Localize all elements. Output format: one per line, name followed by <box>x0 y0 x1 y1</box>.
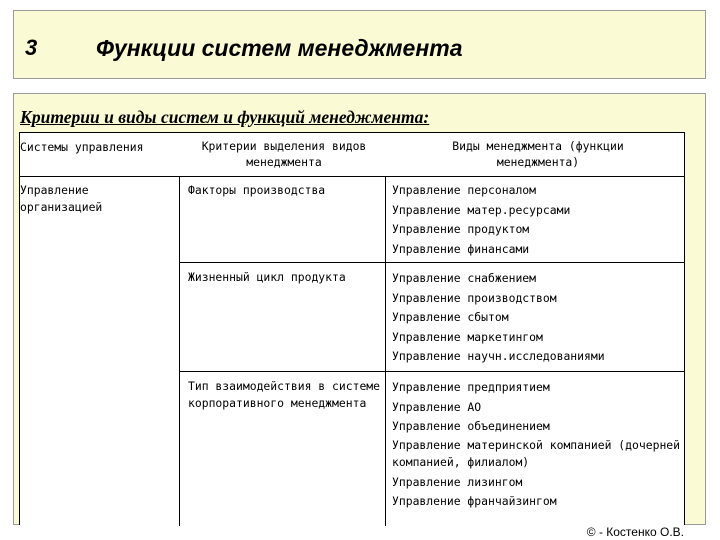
column-divider-1 <box>179 176 180 526</box>
types-cell <box>392 181 570 259</box>
type-item: Управление продуктом <box>392 222 530 236</box>
slide-number: 3 <box>25 35 38 60</box>
type-item: Управление лизингом <box>392 474 523 489</box>
type-item: Управление АО <box>392 399 482 414</box>
type-item: Управление объединением <box>392 419 550 433</box>
type-item: Управление маркетингом <box>392 329 543 344</box>
types-cell <box>392 269 605 367</box>
header-divider <box>20 176 684 177</box>
system-cell: Управление организацией <box>20 183 103 214</box>
type-item: Управление научн.исследованиями <box>392 349 605 363</box>
type-item: Управление материнской компанией (дочерней компанией, филиалом) <box>392 437 681 469</box>
types-cell <box>392 378 682 512</box>
column-divider-2 <box>385 176 386 526</box>
type-item: Управление франчайзингом <box>392 494 557 508</box>
type-item: Управление производством <box>392 290 557 305</box>
header-systems: Системы управления <box>20 140 144 154</box>
type-item: Управление снабжением <box>392 271 537 285</box>
type-item: Управление финансами <box>392 241 530 256</box>
type-item: Управление матер.ресурсами <box>392 202 571 217</box>
row-divider-1 <box>179 262 684 263</box>
criterion-cell: Факторы производства <box>188 183 326 197</box>
functions-table <box>19 132 685 525</box>
criterion-cell: Жизненный цикл продукта <box>188 270 346 284</box>
criterion-cell: Тип взаимодействия в системе корпоративного менеджмента <box>188 379 381 410</box>
header-types: Виды менеджмента (функции менеджмента) <box>452 139 624 169</box>
copyright-credit: © - Костенко О.В. <box>586 525 684 539</box>
header-criteria: Критерии выделения видов менеджмента <box>201 139 367 169</box>
subtitle: Критерии и виды систем и функций менеджмента: <box>20 107 430 127</box>
slide-title: Функции систем менеджмента <box>96 35 463 61</box>
row-divider-2 <box>179 371 684 372</box>
type-item: Управление сбытом <box>392 310 509 324</box>
title-bar <box>13 10 706 79</box>
type-item: Управление персоналом <box>392 183 537 197</box>
type-item: Управление предприятием <box>392 380 550 394</box>
